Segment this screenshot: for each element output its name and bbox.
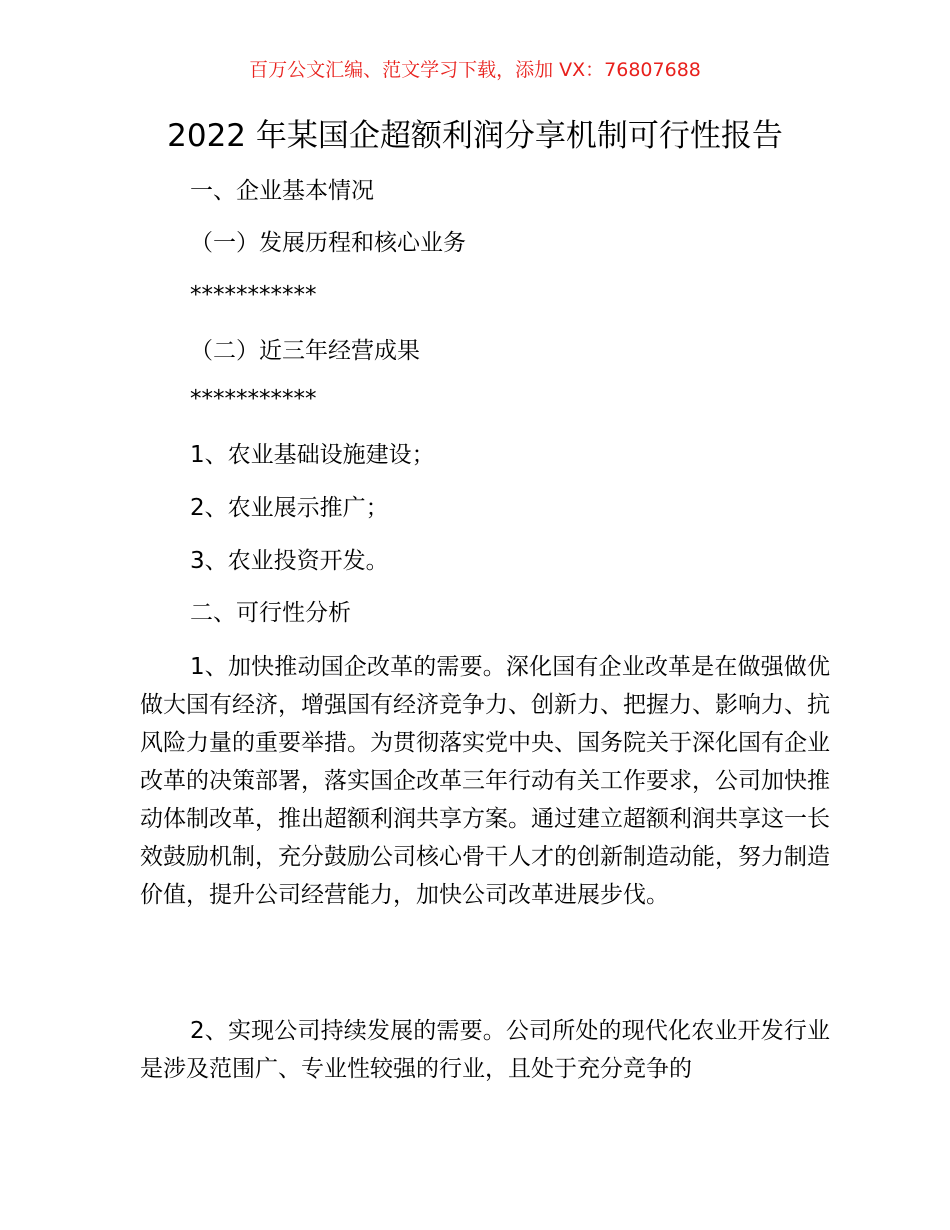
subsection-heading-1: （一）发展历程和核心业务 [190,230,466,256]
list-item: 2、农业展示推广； [190,495,389,521]
body-paragraph-1: 1、加快推动国企改革的需要。深化国有企业改革是在做强做优做大国有经济，增强国有经济竞争力、创新力、把握力、影响力、抗风险力量的重要举措。为贯彻落实党中央、国务院关于深化国有企业改革的决策部署，落实国企改革三年行动有关工作要求，公司加快推动体制改革，推出超额利润共享方案。通过建立超额利润共享这一长效鼓励机制，充分鼓励公司核心骨干人才的创新制造动能，努力制造价值，提升公司经营能力，加快公司改革进展步伐。 [140,654,830,908]
subsection-heading-2: （二）近三年经营成果 [190,338,420,364]
placeholder-text-1: *********** [190,282,317,308]
list-item: 3、农业投资开发。 [190,548,389,574]
placeholder-text-2: *********** [190,386,317,412]
body-paragraph-2: 2、实现公司持续发展的需要。公司所处的现代化农业开发行业是涉及范围广、专业性较强的行业，且处于充分竞争的 [140,1018,830,1082]
section-heading-1: 一、企业基本情况 [190,178,374,204]
document-title: 2022 年某国企超额利润分享机制可行性报告 [167,118,783,154]
list-item: 1、农业基础设施建设； [190,442,435,468]
header-banner: 百万公文汇编、范文学习下载，添加 VX：76807688 [249,59,701,81]
section-heading-2: 二、可行性分析 [190,600,351,626]
